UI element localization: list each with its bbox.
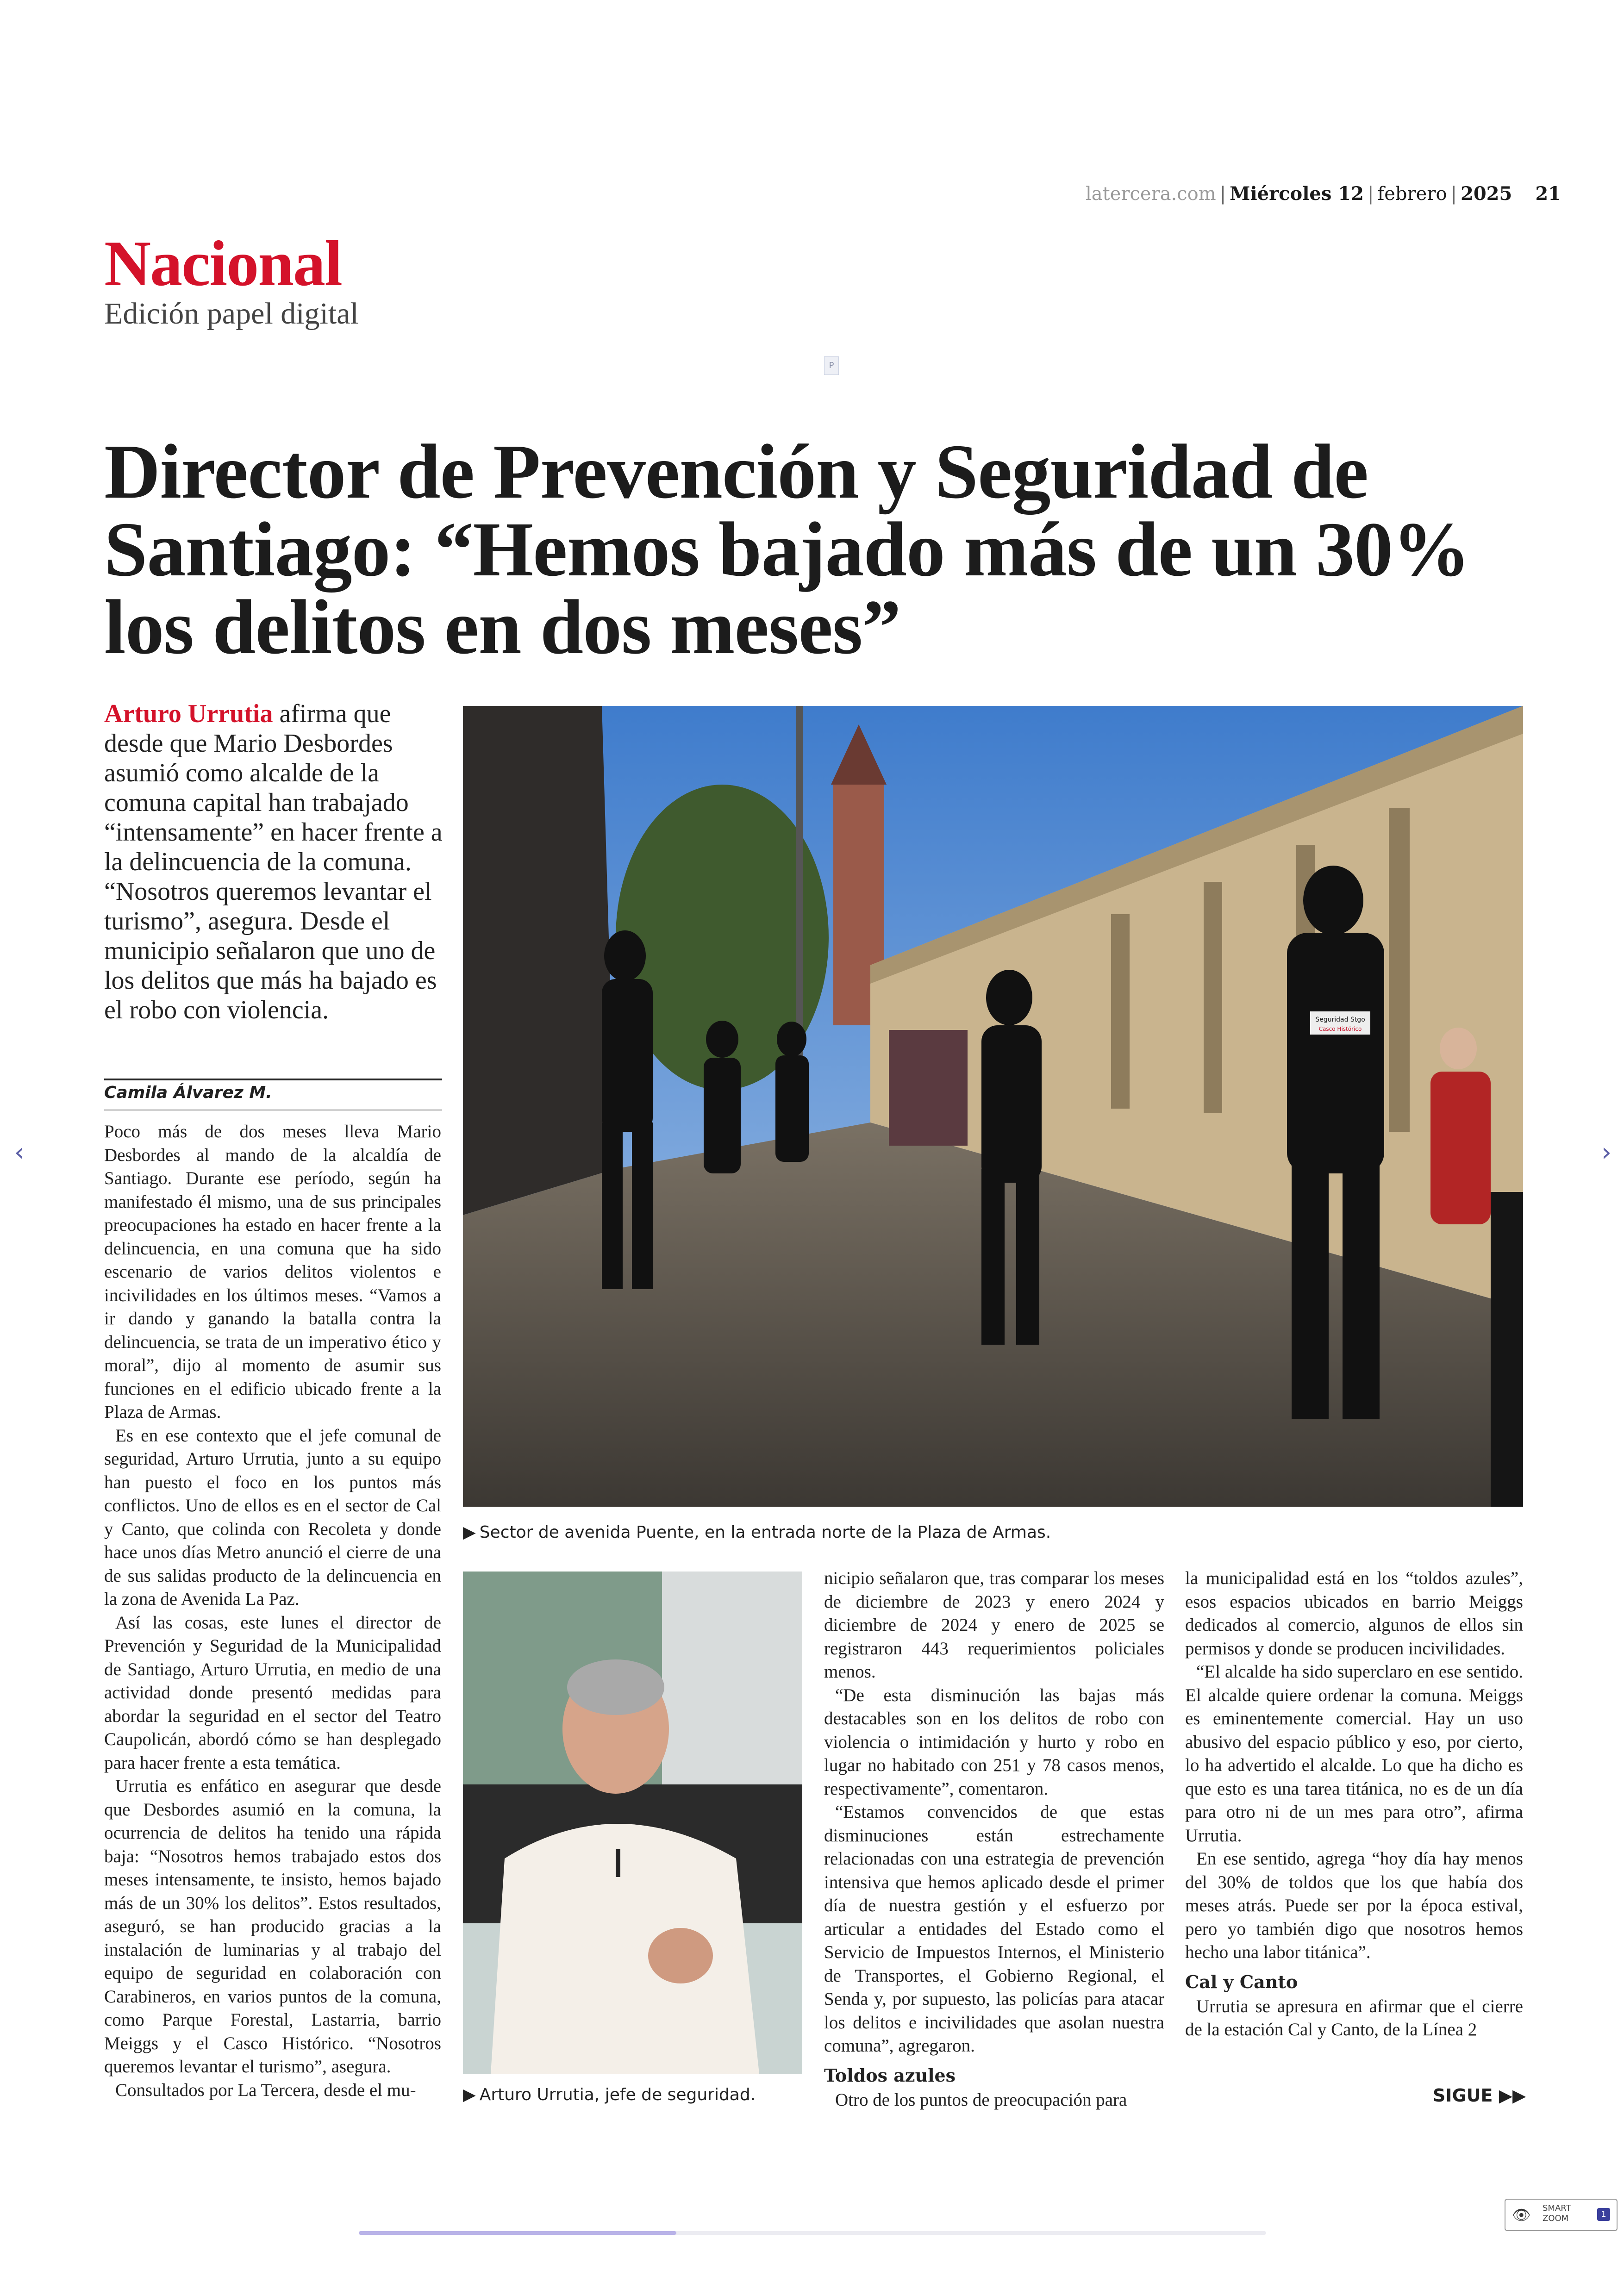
caption-arrow-icon: ▶ <box>463 1523 476 1542</box>
portrait-photo <box>463 1572 802 2074</box>
headline-line: Santiago: “Hemos bajado más de un 30% <box>104 506 1470 592</box>
edition-label: Edición papel digital <box>104 297 359 331</box>
article-column-1 <box>104 1120 441 2102</box>
body-paragraph: Otro de los puntos de preocupación para <box>835 2089 1127 2110</box>
page-number: 21 <box>1535 183 1562 205</box>
body-paragraph: Poco más de dos meses lleva Mario Desbordes al mando de la alcaldía de Santiago. Durante ese período, según ha manifestado él mismo, una de sus principales preocupaciones ha estado en hacer frente a la delincuencia, en una comuna que ha sido escenario de varios delitos violentos e incivilidades en los últimos meses. “Vamos a ir dando y ganando la batalla contra la delincuencia, se trata de un imperativo ético y moral”, dijo al momento de asumir sus funciones en el edificio ubicado frente a la Plaza de Armas. <box>104 1122 441 1422</box>
body-paragraph: “El alcalde ha sido superclaro en ese sentido. El alcalde quiere ordenar la comuna. Meiggs es eminentemente comercial. Hay un uso abusivo del espacio público y eso, por cierto, lo ha advertido el alcalde. Lo que ha dicho es que esto es una tarea titánica, no es de un día para otro ni de un mes para otro”, afirma Urrutia. <box>1185 1662 1523 1846</box>
vest-patch-text: Seguridad Stgo <box>1315 1016 1365 1023</box>
page-scroll-thumb[interactable] <box>359 2231 676 2235</box>
article-column-4 <box>1185 1567 1523 2042</box>
article-column-3 <box>824 1567 1164 2112</box>
body-paragraph: Urrutia se apresura en afirmar que el cierre de la estación Cal y Canto, de la Línea 2 <box>1185 1996 1523 2039</box>
continue-marker: SIGUE ▶▶ <box>1433 2085 1526 2106</box>
portrait-illustration <box>463 1572 802 2074</box>
smart-zoom-badge: 1 <box>1597 2208 1610 2221</box>
byline: Camila Álvarez M. <box>104 1083 272 1102</box>
page-marker-icon: P <box>824 356 839 375</box>
caption-text: Arturo Urrutia, jefe de seguridad. <box>479 2085 756 2104</box>
main-photo-illustration <box>463 706 1523 1507</box>
article-headline <box>104 429 1539 670</box>
smart-zoom-label: SMART ZOOM <box>1543 2203 1571 2223</box>
lede-name: Arturo Urrutia <box>104 699 273 728</box>
headline-line: Director de Prevención y Seguridad de <box>104 429 1368 515</box>
caption-text: Sector de avenida Puente, en la entrada norte de la Plaza de Armas. <box>479 1523 1051 1542</box>
body-paragraph: En ese sentido, agrega “hoy día hay menos del 30% de toldos que los que había dos meses atrás. Puede ser por la época estival, pero yo también digo que nosotros hemos hecho una labor titánica”. <box>1185 1849 1523 1962</box>
byline-divider-top <box>104 1079 442 1080</box>
portrait-caption <box>463 2085 756 2104</box>
body-paragraph: nicipio señalaron que, tras comparar los meses de diciembre de 2023 y enero 2024 y diciembre de 2024 y enero de 2025 se registraron 443 requerimientos policiales menos. <box>824 1568 1164 1682</box>
body-paragraph: Así las cosas, este lunes el director de Prevención y Seguridad de la Municipalidad de Santiago, Arturo Urrutia, en medio de una actividad donde presentó medidas para abordar la seguridad en el sector del Teatro Caupolicán, abordó cómo se han desplegado para hacer frente a esta temática. <box>104 1612 441 1773</box>
body-paragraph: Es en ese contexto que el jefe comunal de seguridad, Arturo Urrutia, junto a su equipo han puesto el foco en los puntos más conflictos. Uno de ellos es en el sector de Cal y Canto, que colinda con Recoleta y donde hace unos días Metro anunció el cierre de una de sus salidas producto de la delincuencia en la zona de Avenida La Paz. <box>104 1425 441 1609</box>
headline-line: los delitos en dos meses” <box>104 584 901 670</box>
smart-zoom-toggle[interactable] <box>1505 2199 1618 2231</box>
body-paragraph: Urrutia es enfático en asegurar que desde que Desbordes asumió en la comuna, la ocurrencia de delitos ha tenido una rápida baja: “Nosotros hemos trabajado estos dos meses intensamente, te insisto, hemos bajado más de un 30% los delitos”. Estos resultados, aseguró, se han producido gracias a la instalación de luminarias y al trabajo del equipo de seguridad en colaboración con Carabineros, en varios puntos de la comuna, como Parque Forestal, Lastarria, barrio Meiggs y el Casco Histórico. “Nosotros queremos levantar el turismo”, asegura. <box>104 1776 441 2077</box>
section-title: Nacional <box>104 228 342 299</box>
body-paragraph: “Estamos convencidos de que estas disminuciones están estrechamente relacionadas con una estrategia de prevención intensiva que hemos aplicado desde el primer día de nuestra gestión y el esfuerzo por articular a entidades del Estado como el Servicio de Impuestos Internos, el Ministerio de Transportes, el Gobierno Regional, el Senda y, por supuesto, las policías para atacar los delitos e incivilidades que asolan nuestra comuna”, agregaron. <box>824 1802 1164 2056</box>
subheading: Toldos azules <box>824 2064 956 2086</box>
lede-text: afirma que desde que Mario Desbordes asumió como alcalde de la comuna capital han trabajado “intensamente” en hacer frente a la delincuencia de la comuna. “Nosotros queremos levantar el turismo”, asegura. Desde el municipio señalaron que uno de los delitos que más ha bajado es el robo con violencia. <box>104 699 443 1024</box>
article-lede <box>104 699 456 1025</box>
body-paragraph: “De esta disminución las bajas más destacables son en los delitos de robo con violencia o intimidación y hurto y robo en lugar no habitado con 251 y 78 casos menos, respectivamente”, comentaron. <box>824 1685 1164 1799</box>
site-name: latercera.com <box>1086 183 1216 205</box>
date-month: febrero <box>1377 183 1447 205</box>
main-photo <box>463 706 1523 1507</box>
main-photo-caption <box>463 1523 1051 1542</box>
next-page-chevron-icon[interactable]: › <box>1601 1137 1612 1167</box>
previous-page-chevron-icon[interactable]: ‹ <box>14 1137 25 1167</box>
caption-arrow-icon: ▶ <box>463 2085 476 2104</box>
date-weekday: Miércoles 12 <box>1230 183 1364 205</box>
date-year: 2025 <box>1461 183 1512 205</box>
eye-icon: 👁 <box>1512 2206 1531 2224</box>
body-paragraph: Consultados por La Tercera, desde el mu- <box>115 2080 416 2100</box>
vest-patch-text: Casco Histórico <box>1318 1026 1362 1032</box>
subheading: Cal y Canto <box>1185 1971 1298 1992</box>
page-header-line: latercera.com | Miércoles 12 | febrero | 2025 21 <box>1086 183 1562 205</box>
body-paragraph: la municipalidad está en los “toldos azules”, esos espacios ubicados en barrio Meiggs dedicados al comercio, algunos de ellos sin permisos y donde se producen incivilidades. <box>1185 1568 1523 1659</box>
